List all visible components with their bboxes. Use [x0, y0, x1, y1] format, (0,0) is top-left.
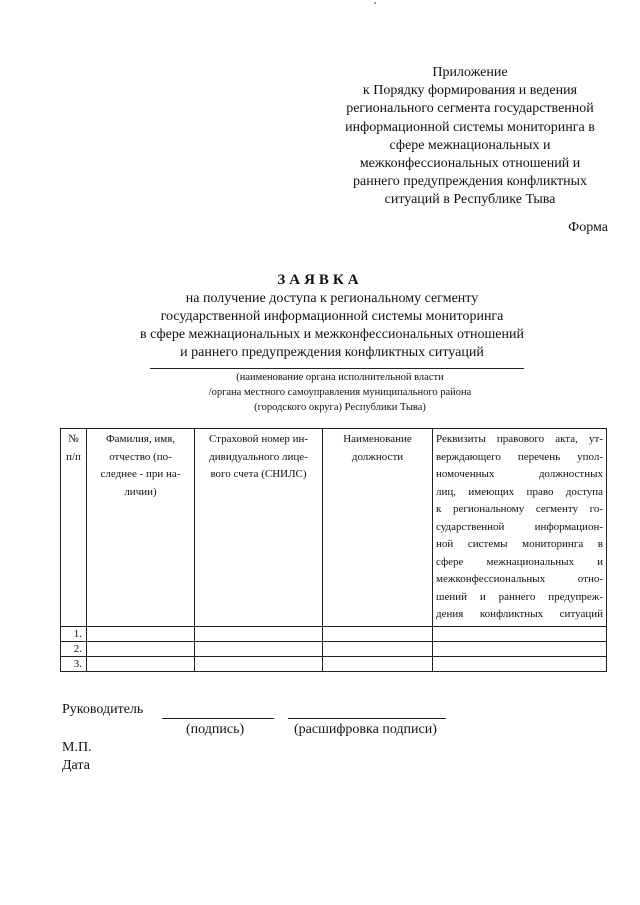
appendix-line: информационной системы мониторинга в	[345, 119, 595, 135]
org-name-caption	[140, 370, 540, 415]
header-num	[61, 429, 87, 627]
header-full-name	[87, 429, 195, 627]
org-caption-line: (городского округа) Республики Тыва)	[254, 402, 426, 413]
header-text: Реквизиты правового акта, ут-	[436, 433, 603, 445]
row-number: 3.	[61, 656, 87, 671]
header-text: сфере межнациональных и	[436, 555, 603, 568]
header-text: верждающего перечень упол-	[436, 450, 603, 463]
cell-legal-act[interactable]	[433, 641, 607, 656]
signature-decode-fill-line[interactable]	[288, 718, 446, 719]
header-position	[323, 429, 433, 627]
appendix-line: Приложение	[432, 65, 508, 80]
document-title: ЗАЯВКА	[277, 272, 363, 288]
org-caption-line: /органа местного самоуправления муниципального района	[208, 387, 472, 398]
header-snils	[195, 429, 323, 627]
appendix-line: к Порядку формирования и ведения	[362, 83, 578, 99]
header-text: к региональному сегменту го-	[436, 503, 603, 515]
org-name-fill-line[interactable]	[150, 368, 524, 369]
appendix-block	[330, 64, 610, 210]
stamp-label: М.П.	[62, 740, 92, 755]
subtitle-line: государственной информационной системы мониторинга	[160, 309, 504, 324]
cell-full-name[interactable]	[87, 626, 195, 641]
cell-snils[interactable]	[195, 626, 323, 641]
org-caption-line: (наименование органа исполнительной власти	[236, 372, 444, 383]
table-row	[61, 626, 607, 641]
signature-caption: (подпись)	[186, 722, 245, 737]
cell-legal-act[interactable]	[433, 626, 607, 641]
scan-speck	[374, 2, 376, 4]
head-label: Руководитель	[62, 702, 144, 717]
header-text: личии)	[124, 485, 157, 498]
table-row	[61, 641, 607, 656]
header-text: номоченных должностных	[436, 468, 603, 480]
cell-full-name[interactable]	[87, 641, 195, 656]
header-text: Страховой номер ин-	[208, 433, 309, 445]
header-text: №	[68, 433, 79, 445]
signature-decode-caption: (расшифровка подписи)	[294, 722, 437, 737]
table-row	[61, 656, 607, 671]
header-text: дивидуального лице-	[209, 450, 308, 463]
header-text: ной системы мониторинга в	[436, 538, 603, 550]
header-text: должности	[351, 450, 404, 463]
header-text: межконфессиональных отно-	[436, 573, 603, 585]
cell-position[interactable]	[323, 641, 433, 656]
header-text: лиц, имеющих право доступа	[436, 485, 603, 498]
appendix-line: регионального сегмента государственной	[346, 101, 594, 117]
date-label: Дата	[62, 758, 90, 773]
header-legal-act	[433, 429, 607, 627]
subtitle-line: и раннего предупреждения конфликтных ситуаций	[180, 345, 484, 360]
header-text: Наименование	[343, 433, 412, 445]
appendix-line: межконфессиональных отношений и	[359, 156, 581, 172]
access-request-table	[60, 428, 607, 672]
cell-snils[interactable]	[195, 656, 323, 671]
header-text: отчество (по-	[109, 450, 172, 463]
subtitle-line: в сфере межнациональных и межконфессиональных отношений	[140, 327, 524, 342]
header-text: шений и раннего предупреж-	[436, 590, 603, 603]
cell-legal-act[interactable]	[433, 656, 607, 671]
header-text: Фамилия, имя,	[105, 433, 175, 445]
appendix-line: ситуаций в Республике Тыва	[384, 192, 556, 208]
cell-snils[interactable]	[195, 641, 323, 656]
table-header-row	[61, 429, 607, 627]
form-label: Форма	[568, 220, 608, 235]
row-number: 1.	[61, 626, 87, 641]
header-text: дения конфликтных ситуаций	[436, 608, 603, 620]
appendix-line: сфере межнациональных и	[389, 137, 551, 153]
document-subtitle	[100, 290, 564, 362]
signature-fill-line[interactable]	[162, 718, 274, 719]
header-text: вого счета (СНИЛС)	[210, 468, 307, 480]
row-number: 2.	[61, 641, 87, 656]
cell-position[interactable]	[323, 656, 433, 671]
header-text: сударственной информацион-	[436, 520, 603, 533]
subtitle-line: на получение доступа к региональному сегменту	[185, 291, 479, 306]
header-text: п/п	[66, 450, 81, 463]
header-text: следнее - при на-	[100, 468, 181, 480]
cell-full-name[interactable]	[87, 656, 195, 671]
cell-position[interactable]	[323, 626, 433, 641]
appendix-line: раннего предупреждения конфликтных	[352, 174, 587, 190]
